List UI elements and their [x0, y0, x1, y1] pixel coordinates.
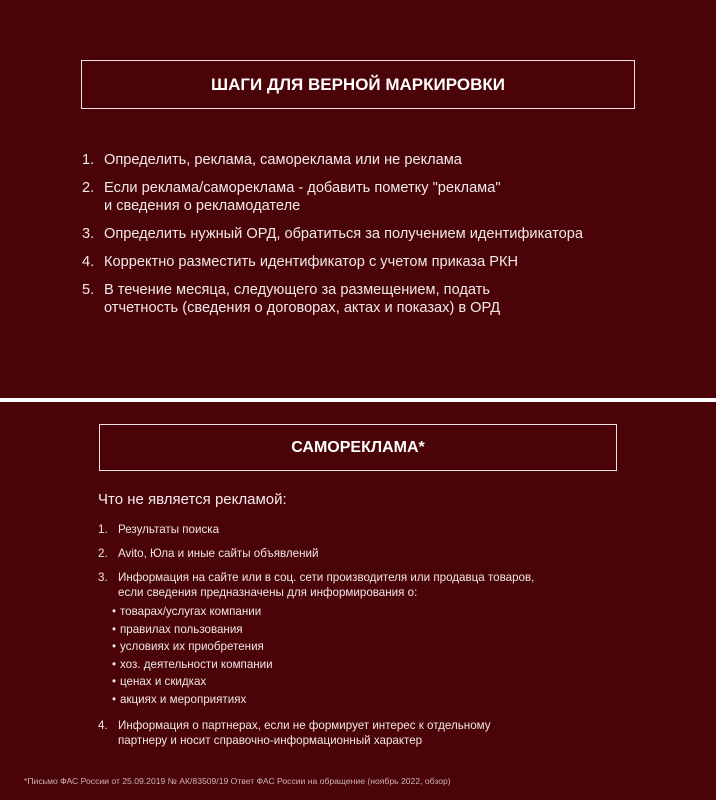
- slide-title: САМОРЕКЛАМА*: [291, 438, 425, 456]
- item-text-line: Информация на сайте или в соц. сети производителя или продавца товаров,: [118, 571, 535, 584]
- item-number: 2.: [98, 547, 108, 560]
- item-number: 4.: [98, 719, 108, 732]
- step-number: 1.: [82, 152, 95, 168]
- item-number: 3.: [98, 571, 108, 584]
- item-text: [118, 718, 491, 748]
- step-text-line: отчетность (сведения о договорах, актах и показах) в ОРД: [104, 300, 501, 316]
- bullet-item: • хоз. деятельности компании: [112, 657, 534, 673]
- list-item: [98, 522, 618, 537]
- step-item: [82, 151, 682, 169]
- step-item: [82, 253, 682, 271]
- step-text: Корректно разместить идентификатор с учетом приказа РКН: [104, 254, 519, 270]
- step-text-line: и сведения о рекламодателе: [104, 198, 301, 214]
- item-text: Avito, Юла и иные сайты объявлений: [118, 547, 319, 560]
- list-item: [98, 570, 618, 709]
- slide-title-box: [81, 60, 635, 109]
- step-item: [82, 281, 682, 317]
- step-text: [104, 179, 501, 215]
- step-number: 3.: [82, 226, 95, 242]
- slide-title: ШАГИ ДЛЯ ВЕРНОЙ МАРКИРОВКИ: [211, 74, 505, 94]
- item-text-line: партнеру и носит справочно-информационный характер: [118, 734, 423, 747]
- footnote: *Письмо ФАС России от 25.09.2019 № АК/83509/19 Ответ ФАС России на обращение (ноябрь 2022, обзор): [24, 776, 451, 786]
- list-item: [98, 718, 618, 748]
- step-item: [82, 225, 682, 243]
- bullet-item: • товарах/услугах компании: [112, 604, 534, 620]
- slide-marking-steps: [0, 0, 716, 398]
- bullet-item: • правилах пользования: [112, 622, 534, 638]
- step-text-line: В течение месяца, следующего за размещением, подать: [104, 282, 490, 298]
- step-item: [82, 179, 682, 215]
- list-item: [98, 546, 618, 561]
- slide-self-advertising: [0, 402, 716, 800]
- step-text: Определить, реклама, самореклама или не реклама: [104, 152, 462, 168]
- item-text-line: Информация о партнерах, если не формирует интерес к отдельному: [118, 719, 491, 732]
- step-number: 2.: [82, 180, 95, 196]
- step-number: 5.: [82, 282, 95, 298]
- section-subtitle: Что не является рекламой:: [98, 491, 287, 508]
- bullet-list: [112, 604, 534, 707]
- item-text-line: если сведения предназначены для информирования о:: [118, 586, 418, 599]
- not-ads-list: [98, 522, 618, 757]
- bullet-item: • ценах и скидках: [112, 674, 534, 690]
- step-text-line: Если реклама/самореклама - добавить пометку "реклама": [104, 180, 501, 196]
- step-text: Определить нужный ОРД, обратиться за получением идентификатора: [104, 226, 583, 242]
- step-text: [104, 281, 500, 317]
- step-number: 4.: [82, 254, 95, 270]
- steps-list: [82, 151, 682, 327]
- slide-title-box: [99, 424, 617, 471]
- bullet-item: • условиях их приобретения: [112, 639, 534, 655]
- bullet-item: • акциях и мероприятиях: [112, 692, 534, 708]
- item-number: 1.: [98, 523, 108, 536]
- item-text: Результаты поиска: [118, 523, 220, 536]
- item-content: [118, 570, 534, 709]
